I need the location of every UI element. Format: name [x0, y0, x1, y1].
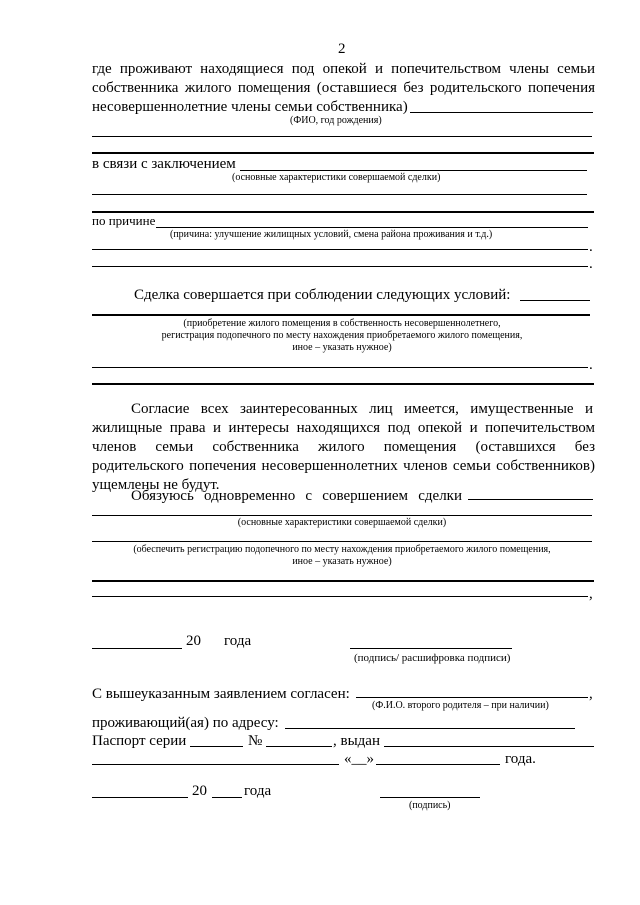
signature-hint: (подпись/ расшифровка подписи) [354, 652, 511, 664]
consent-line-5: ущемлены не будут. [92, 477, 220, 493]
obligation-hint-3: иное – указать нужное) [292, 556, 392, 567]
year-prefix-2: 20 [192, 783, 207, 799]
obligation-hint-1: (основные характеристики совершаемой сделки) [237, 517, 447, 528]
reason-hint: (причина: улучшение жилищных условий, смена района проживания и т.д.) [170, 229, 493, 240]
page-number: 2 [338, 41, 346, 57]
conditions-hint-1: (приобретение жилого помещения в собственность несовершеннолетнего, [183, 318, 501, 329]
comma: , [589, 686, 593, 702]
second-parent-name-field[interactable] [356, 697, 588, 698]
minors-name-hint: (ФИО, год рождения) [290, 115, 382, 126]
intro-line-2: собственника жилого помещения (оставшиеся без родительского попечения [92, 80, 595, 96]
conditions-field[interactable] [520, 300, 590, 301]
passport-label: Паспорт серии [92, 733, 187, 749]
reason-field[interactable] [156, 227, 588, 228]
year-suffix: года [224, 633, 252, 649]
obligation-field-4[interactable] [92, 596, 588, 597]
signature-field[interactable] [350, 648, 512, 649]
conditions-field-2[interactable] [92, 314, 590, 316]
reason-field-3[interactable] [92, 266, 588, 267]
comma: , [589, 586, 593, 602]
address-label: проживающий(ая) по адресу: [92, 715, 279, 731]
intro-line-3: несовершеннолетние члены семьи собственника) [92, 99, 408, 115]
section-divider [92, 383, 594, 385]
minors-name-field[interactable] [410, 112, 593, 113]
obligation-field-2[interactable] [92, 515, 592, 516]
consent-line-2: жилищные права и интересы находящихся под опекой и попечительством [92, 420, 595, 436]
obligation-hint-2: (обеспечить регистрацию подопечного по месту нахождения приобретаемого жилого помещения, [133, 544, 551, 555]
date-quote: «__» [344, 751, 374, 767]
date-field[interactable] [92, 648, 182, 649]
section-divider [92, 580, 594, 582]
year-suffix-2: года [244, 783, 272, 799]
section-divider [92, 211, 594, 213]
consent-line-4: родительского попечения несовершеннолетних членов семьи собственников) [92, 458, 595, 474]
year-prefix: 20 [186, 633, 201, 649]
second-parent-label: С вышеуказанным заявлением согласен: [92, 686, 350, 702]
second-parent-hint: (Ф.И.О. второго родителя – при наличии) [372, 700, 549, 711]
signature-field-2[interactable] [380, 797, 480, 798]
dot: . [589, 256, 593, 272]
intro-line-1: где проживают находящиеся под опекой и попечительством члены семьи [92, 61, 595, 77]
issued-by-field[interactable] [384, 746, 594, 747]
consent-line-3: членов семьи собственника жилого помещения (оставшихся без [92, 439, 595, 455]
issue-date-field[interactable] [376, 764, 500, 765]
passport-number-field[interactable] [266, 746, 332, 747]
address-field[interactable] [285, 728, 575, 729]
obligation-label: Обязуюсь одновременно с совершением сделки [131, 488, 462, 504]
signature-hint-2: (подпись) [409, 800, 451, 811]
reason-field-2[interactable] [92, 249, 588, 250]
deal-field-2[interactable] [92, 194, 587, 195]
conditions-title: Сделка совершается при соблюдении следующих условий: [134, 287, 511, 303]
reason-label: по причине [92, 213, 156, 228]
conditions-hint-3: иное – указать нужное) [292, 342, 392, 353]
year-word: года. [505, 751, 536, 767]
deal-label: в связи с заключением [92, 156, 236, 172]
conditions-hint-2: регистрация подопечного по месту нахождения приобретаемого жилого помещения, [161, 330, 523, 341]
section-divider [92, 152, 594, 154]
year-field-2[interactable] [212, 797, 242, 798]
obligation-field-3[interactable] [92, 541, 592, 542]
passport-series-field[interactable] [190, 746, 243, 747]
obligation-field[interactable] [468, 499, 593, 500]
consent-line-1: Согласие всех заинтересованных лиц имеется, имущественные и [131, 401, 593, 417]
minors-name-field-2[interactable] [92, 136, 592, 137]
deal-hint: (основные характеристики совершаемой сделки) [232, 172, 441, 183]
deal-field[interactable] [240, 170, 587, 171]
date-field-2[interactable] [92, 797, 188, 798]
number-label: № [248, 733, 263, 749]
issued-label: , выдан [333, 733, 380, 749]
dot: . [589, 239, 593, 255]
dot: . [589, 357, 593, 373]
issued-by-field-2[interactable] [92, 764, 339, 765]
conditions-field-3[interactable] [92, 367, 588, 368]
